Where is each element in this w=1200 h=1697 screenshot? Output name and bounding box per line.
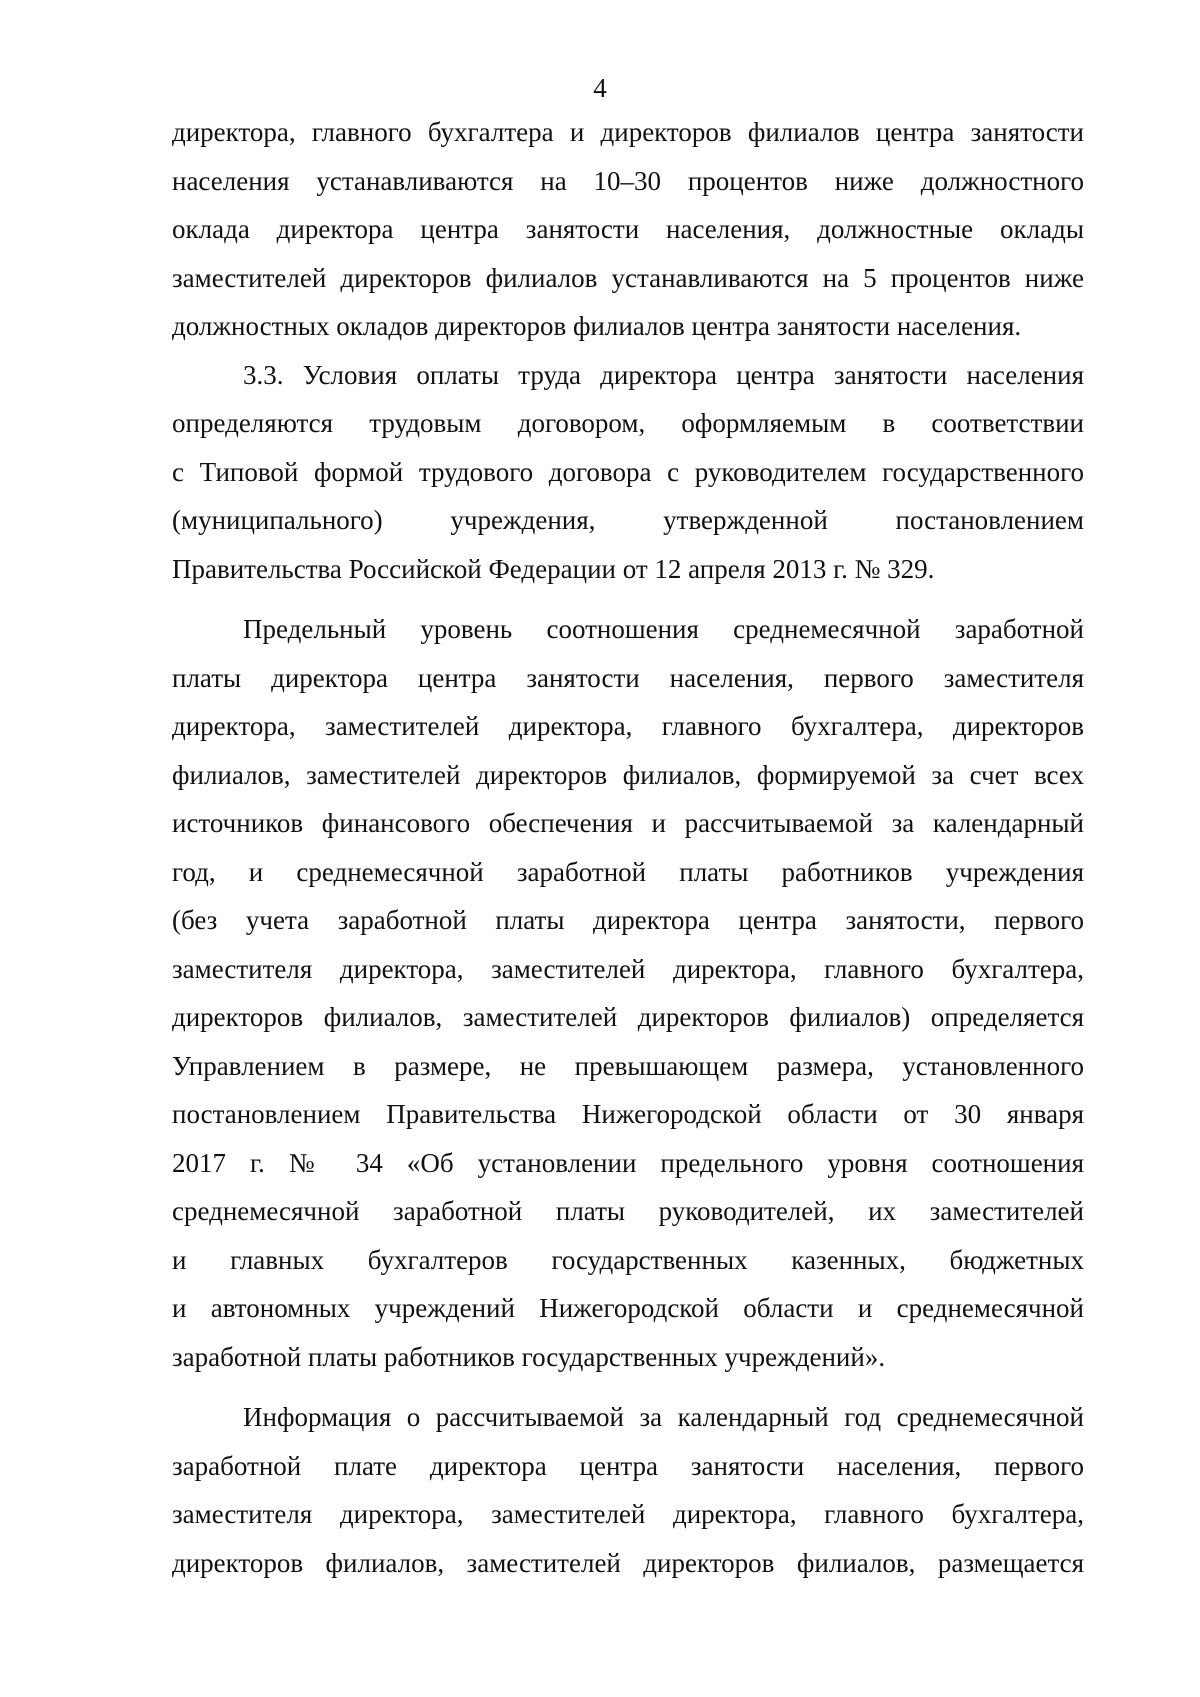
text-line: и автономных учреждений Нижегородской области и среднемесячной [172,1293,1084,1323]
text-line: (муниципального) учреждения, утвержденной постановлением [172,505,1084,535]
text-line: заместителя директора, заместителей директора, главного бухгалтера, [172,953,1084,984]
text-line: заместителей директоров филиалов устанавливаются на 5 процентов ниже [172,262,1084,293]
text-line: 3.3. Условия оплаты труда директора центра занятости населения [243,359,1084,390]
text-line: платы директора центра занятости населения, первого заместителя [172,662,1084,693]
text-line: заработной платы работников государственных учреждений». [172,1341,886,1372]
text-line: определяются трудовым договором, оформляемым в соответствии [172,408,1084,438]
document-body [172,108,1084,1587]
text-line: филиалов, заместителей директоров филиалов, формируемой за счет всех [172,759,1084,790]
text-line: оклада директора центра занятости населения, должностные оклады [172,214,1084,244]
text-line: заработной плате директора центра занятости населения, первого [172,1450,1084,1481]
text-line: заместителя директора, заместителей директора, главного бухгалтера, [172,1499,1084,1529]
paragraph-salary-ratio [172,605,1084,1381]
text-line: среднемесячной заработной платы руководителей, их заместителей [172,1196,1084,1226]
text-line: населения устанавливаются на 10–30 процентов ниже должностного [172,165,1084,196]
text-line: и главных бухгалтеров государственных казенных, бюджетных [172,1244,1084,1275]
text-line: Предельный уровень соотношения среднемесячной заработной [243,614,1084,644]
text-line: Информация о рассчитываемой за календарный год среднемесячной [243,1402,1084,1432]
page-number: 4 [593,73,607,103]
paragraph-continuation [172,108,1084,351]
text-line: должностных окладов директоров филиалов центра занятости населения. [172,311,1022,341]
text-line: директора, главного бухгалтера и директоров филиалов центра занятости [172,117,1084,147]
text-line: источников финансового обеспечения и рассчитываемой за календарный [172,808,1084,838]
text-line: директоров филиалов, заместителей директоров филиалов, размещается [172,1547,1084,1578]
text-line: Управлением в размере, не превышающем размера, установленного [172,1050,1084,1081]
text-line: Правительства Российской Федерации от 12 апреля 2013 г. № 329. [172,553,935,584]
text-line: директоров филиалов, заместителей директоров филиалов) определяется [172,1002,1084,1032]
text-line: постановлением Правительства Нижегородской области от 30 января [172,1099,1084,1129]
text-line: директора, заместителей директора, главного бухгалтера, директоров [172,711,1084,741]
text-line: с Типовой формой трудового договора с руководителем государственного [172,456,1084,487]
text-line: (без учета заработной платы директора центра занятости, первого [172,905,1084,935]
paragraph-salary-information [172,1393,1084,1587]
text-line: 2017 г. № 34 «Об установлении предельного уровня соотношения [172,1147,1084,1178]
text-line: год, и среднемесячной заработной платы работников учреждения [172,856,1084,887]
paragraph-section-3-3 [172,351,1084,594]
